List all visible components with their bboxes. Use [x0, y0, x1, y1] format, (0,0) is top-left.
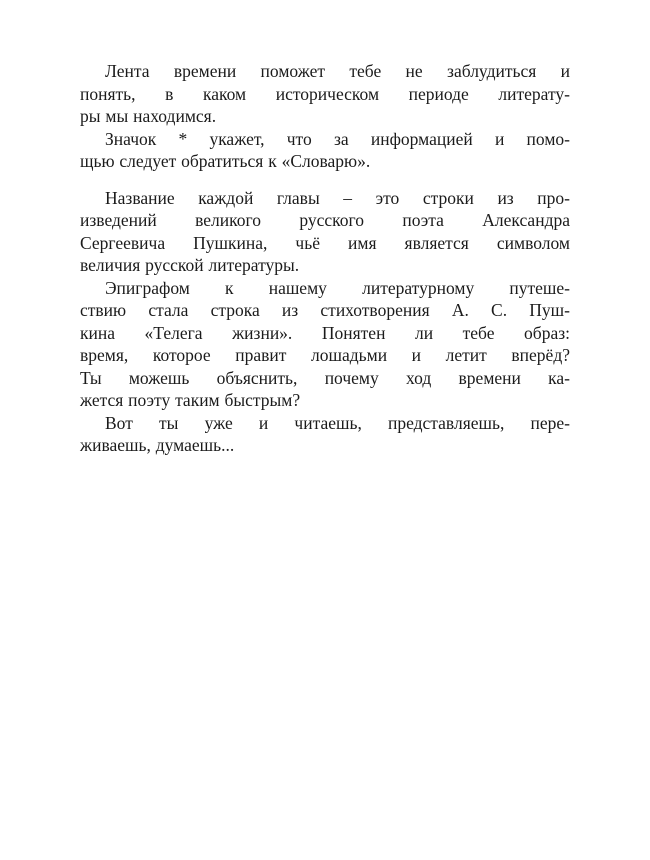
paragraph: [80, 60, 570, 128]
text-line: изведений великого русского поэта Александра: [80, 210, 570, 230]
text-line: ствию стала строка из стихотворения А. С. Пуш-: [80, 300, 570, 320]
text-line: кина «Телега жизни». Понятен ли тебе образ:: [80, 322, 570, 343]
paragraph: [80, 412, 570, 457]
paragraph: [80, 187, 570, 277]
text-line: Вот ты уже и читаешь, представляешь, пере-: [105, 412, 570, 433]
paragraph: [80, 128, 570, 173]
text-line: Сергеевича Пушкина, чьё имя является символом: [80, 232, 570, 253]
page-text-block: [80, 60, 570, 457]
text-line: Ты можешь объяснить, почему ход времени ка-: [80, 367, 570, 388]
text-line: Лента времени поможет тебе не заблудиться и: [105, 61, 570, 81]
text-line: понять, в каком историческом периоде литерату-: [80, 83, 570, 104]
paragraph: [80, 277, 570, 412]
text-line: Значок * укажет, что за информацией и помо-: [105, 128, 570, 149]
text-line: жется поэту таким быстрым?: [80, 390, 301, 410]
text-line: Название каждой главы – это строки из про-: [105, 187, 570, 208]
text-line: Эпиграфом к нашему литературному путеше-: [105, 277, 570, 298]
text-line: живаешь, думаешь...: [80, 435, 235, 455]
text-line: время, которое правит лошадьми и летит вперёд?: [80, 345, 570, 365]
text-line: величия русской литературы.: [80, 255, 300, 275]
text-line: ры мы находимся.: [80, 106, 217, 126]
text-line: щью следует обратиться к «Словарю».: [80, 151, 371, 171]
